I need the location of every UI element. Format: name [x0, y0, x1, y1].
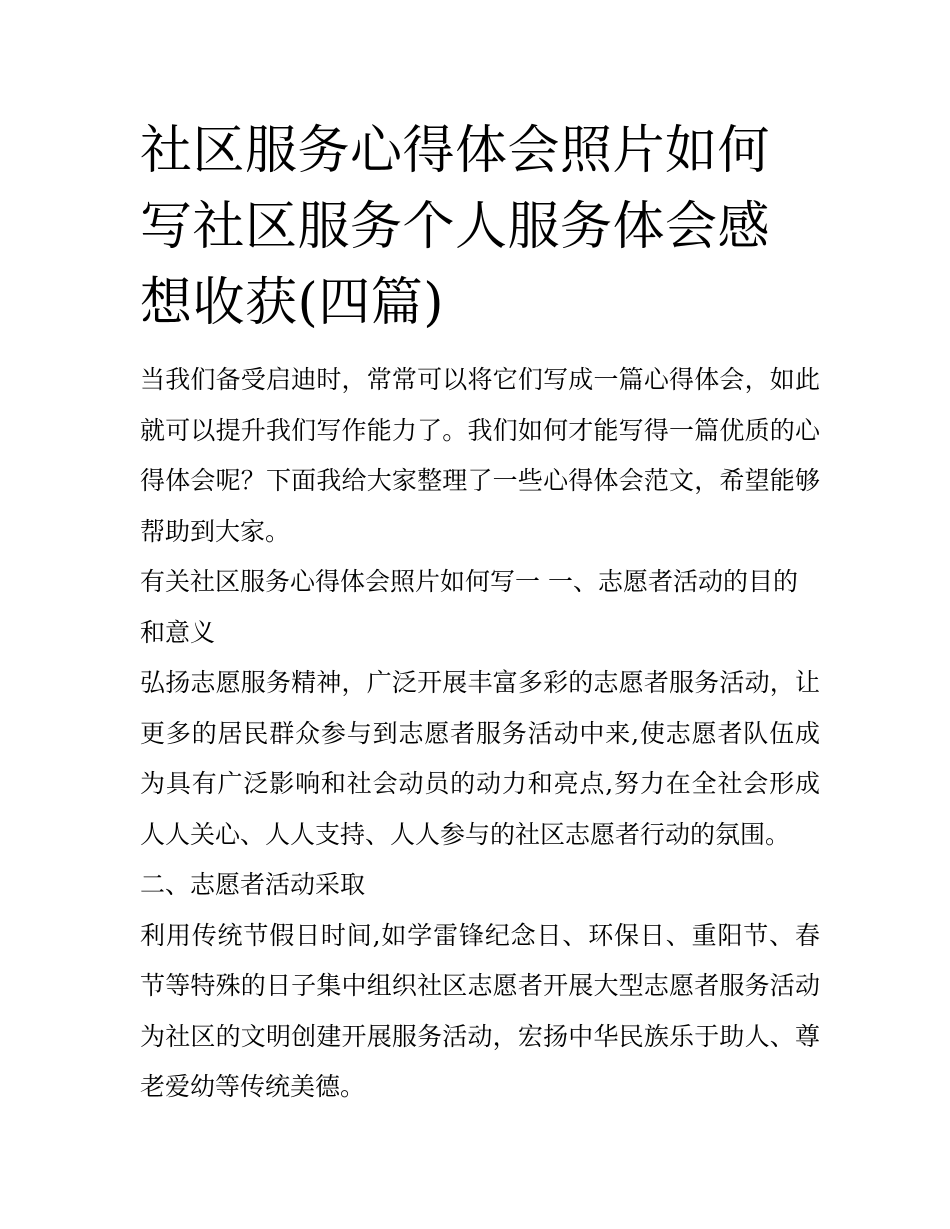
- section-heading-purpose: 有关社区服务心得体会照片如何写一 一、志愿者活动的目的和意义: [140, 567, 798, 647]
- methods-paragraph: 利用传统节假日时间,如学雷锋纪念日、环保日、重阳节、春节等特殊的日子集中组织社区志愿者开展大型志愿者服务活动为社区的文明创建开展服务活动，宏扬中华民族乐于助人、尊老爱幼等传统美德。: [140, 920, 820, 1101]
- section-heading-methods: 二、志愿者活动采取: [140, 870, 366, 899]
- document-body: [140, 355, 820, 1113]
- document-title: 社区服务心得体会照片如何写社区服务个人服务体会感想收获(四篇): [140, 121, 771, 333]
- purpose-paragraph: 弘扬志愿服务精神，广泛开展丰富多彩的志愿者服务活动，让更多的居民群众参与到志愿者服务活动中来,使志愿者队伍成为具有广泛影响和社会动员的动力和亮点,努力在全社会形成人人关心、人人支持、人人参与的社区志愿者行动的氛围。: [140, 668, 820, 849]
- intro-paragraph: 当我们备受启迪时，常常可以将它们写成一篇心得体会，如此就可以提升我们写作能力了。我们如何才能写得一篇优质的心得体会呢？下面我给大家整理了一些心得体会范文，希望能够帮助到大家。: [140, 365, 820, 546]
